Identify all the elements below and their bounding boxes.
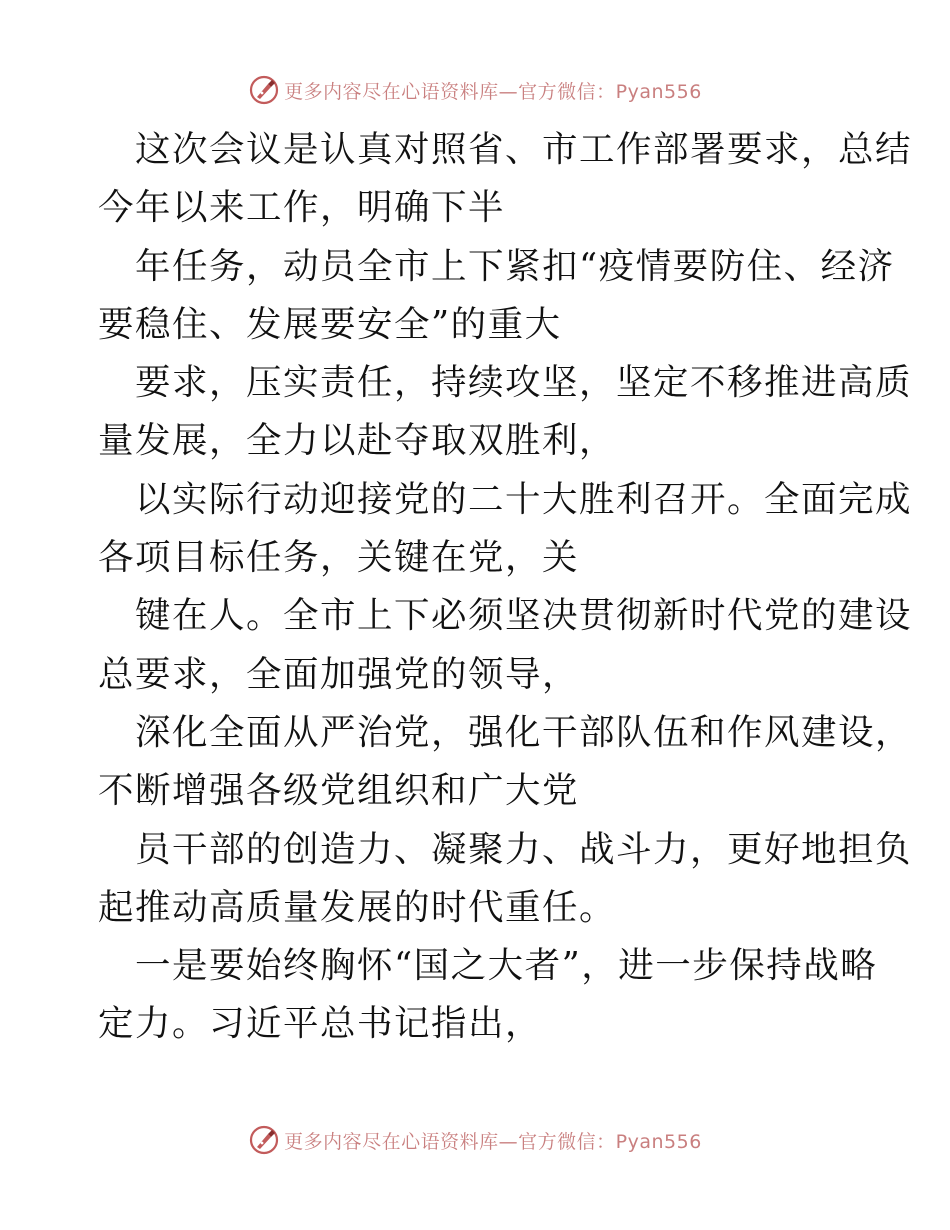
header-banner-text: 更多内容尽在心语资料库—官方微信：Pyan556	[284, 80, 702, 103]
paragraph-line: 这次会议是认真对照省、市工作部署要求，总结	[135, 129, 913, 170]
paragraph-line: 年任务，动员全市上下紧扣“疫情要防住、经济	[135, 245, 895, 287]
paragraph-line: 量发展，全力以赴夺取双胜利，	[98, 420, 617, 462]
paragraph-line: 总要求，全面加强党的领导，	[98, 653, 580, 695]
footer-banner-text: 更多内容尽在心语资料库—官方微信：Pyan556	[284, 1130, 702, 1153]
header-banner	[0, 70, 950, 110]
footer-banner	[0, 1120, 950, 1160]
paragraph-line: 各项目标任务，关键在党，关	[98, 537, 580, 579]
paragraph-line: 今年以来工作，明确下半	[98, 187, 506, 229]
paragraph-line: 要稳住、发展要安全”的重大	[98, 303, 562, 345]
paragraph-line: 不断增强各级党组织和广大党	[98, 770, 580, 812]
paragraph-line: 深化全面从严治党，强化干部队伍和作风建设，	[135, 711, 913, 753]
paragraph-line: 键在人。全市上下必须坚决贯彻新时代党的建设	[135, 595, 913, 637]
paragraph-line: 要求，压实责任，持续攻坚，坚定不移推进高质	[135, 362, 913, 404]
document-body	[98, 121, 913, 1054]
paragraph-line: 起推动高质量发展的时代重任。	[98, 886, 617, 928]
paragraph-line: 以实际行动迎接党的二十大胜利召开。全面完成	[135, 478, 913, 520]
paragraph-line: 定力。习近平总书记指出，	[98, 1003, 543, 1045]
paragraph-line: 一是要始终胸怀“国之大者”，进一步保持战略	[135, 945, 878, 987]
pen-nib-logo-icon	[248, 1124, 280, 1156]
paragraph-line: 员干部的创造力、凝聚力、战斗力，更好地担负	[135, 828, 913, 870]
pen-nib-logo-icon	[248, 74, 280, 106]
